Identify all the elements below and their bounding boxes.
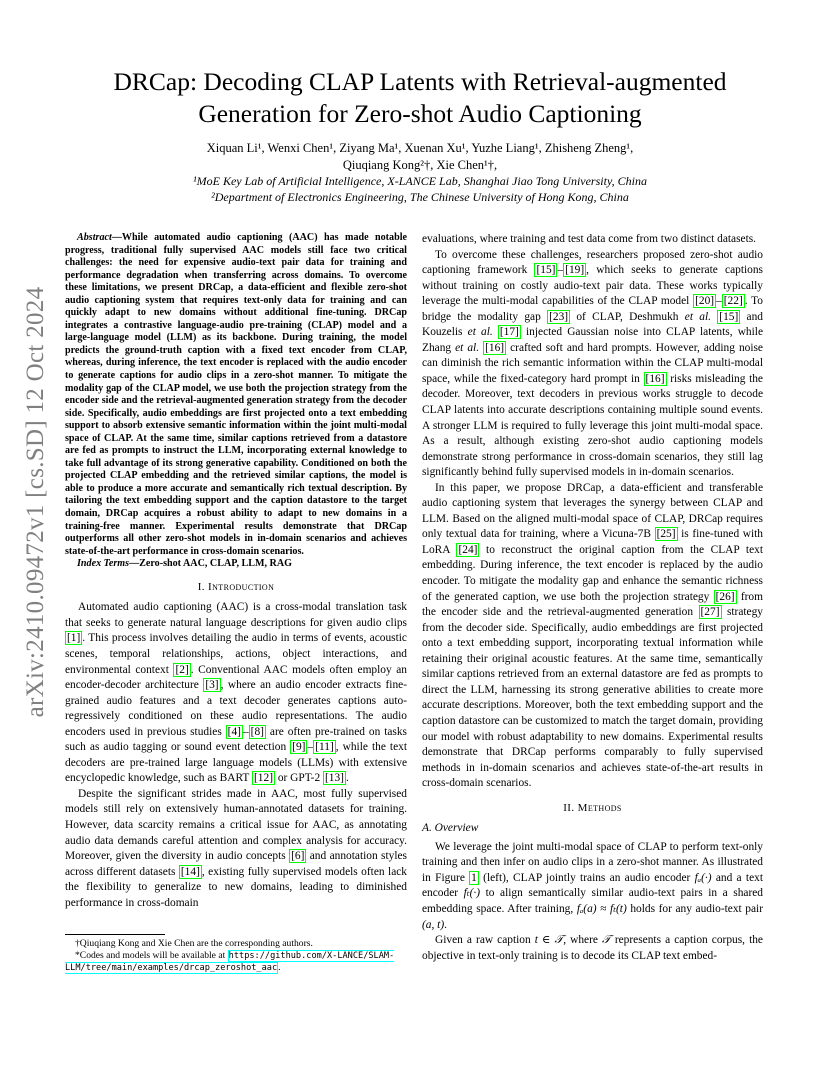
paragraph-text: is fine-tuned with LoRA: [422, 528, 764, 556]
authors-line-2: Qiuqiang Kong²†, Xie Chen¹†,: [342, 158, 498, 172]
inline-emphasis: fₐ(a) ≈ fₜ(t): [576, 902, 627, 915]
paragraph-text: . To bridge the modality gap: [422, 295, 763, 323]
paragraph-text: –: [716, 295, 722, 308]
abstract: [65, 232, 407, 558]
inline-emphasis: t ∈ 𝒯: [534, 934, 564, 947]
paragraph-text: or GPT-2: [275, 772, 323, 785]
paragraph-text: , where an audio encoder extracts fine-grained audio features and a text decoder generates captions auto-regressively conditioned on these audio representations. The audio encoders used in previous studies: [65, 679, 407, 738]
paragraph-text: and a text encoder: [422, 871, 763, 900]
paragraph-text: to reconstruct the original caption from the CLAP text embedding. During inference, the text encoder is replaced by the audio encoder. To mitigate the modality gap and enhance the semantic richness of the generated caption, we use both the projection strategy: [422, 543, 763, 603]
right-column: [422, 232, 763, 964]
paragraph-text: , existing fully supervised models often lack the flexibility to generalize to new domains, leading to diminished performance in cross-domain: [65, 865, 408, 909]
overview-paragraph-1: [422, 840, 763, 933]
citation-link[interactable]: [15]: [719, 310, 739, 323]
paragraph-text: –: [557, 264, 564, 277]
citation-link[interactable]: 1: [471, 871, 477, 884]
paragraph-text: –: [242, 725, 249, 738]
intro-paragraph-2: [65, 787, 407, 911]
abstract-text: —While automated audio captioning (AAC) has made notable progress, traditional fully supervised AAC models still face two critical challenges: the need for expensive audio-text pair data for training and performance degradation when transferring across domains. To overcome these limitations, we present DRCap, a data-efficient and flexible zero-shot audio captioning system that requires text-only data for training and can quickly adapt to new domains without additional fine-tuning. DRCap integrates a contrastive language-audio pre-training (CLAP) model and a large-language model (LLM) as its backbone. During training, the model predicts the ground-truth caption with a fixed text encoder from CLAP, whereas, during inference, the text encoder is replaced with the audio encoder to generate captions for audio clips in a zero-shot manner. To mitigate the modality gap of the CLAP model, we use both the projection strategy from the encoder side and the retrieval-augmented generation strategy from the decoder side. Specifically, audio embeddings are first projected onto a text embedding support to absorb extensive semantic information within the joint multi-modal space of CLAP. At the same time, similar captions retrieved from a datastore are fed as prompts to instruct the LLM, incorporating external knowledge to take full advantage of its strong generative capability. Conditioned on both the projected CLAP embedding and the retrieved similar captions, the model is able to produce a more accurate and semantically rich textual description. By tailoring the text embedding support and the caption datastore to the target domain, DRCap acquires a robust ability to adapt to new domains in a training-free manner. Experimental results demonstrate that DRCap outperforms all other zero-shot models in in-domain scenarios and achieves state-of-the-art performance in cross-domain scenarios.: [65, 232, 407, 557]
section-heading-introduction: I. Introduction: [197, 580, 275, 593]
citation-link[interactable]: [20]: [695, 295, 715, 308]
inline-emphasis: (a, t): [422, 918, 445, 931]
inline-emphasis: et al.: [684, 310, 711, 323]
affiliations: [80, 174, 760, 205]
paragraph-text: and annotation styles across different datasets: [65, 850, 407, 878]
right-paragraph-continued: evaluations, where training and test data come from two distinct datasets.: [422, 233, 757, 245]
intro-paragraph-1: [65, 600, 407, 787]
footnotes: [65, 934, 407, 974]
footnote-code: *Codes and models will be available at https://github.com/X-LANCE/SLAM-LLM/tree/main/examples/drcap_zeroshot_aac.: [65, 950, 395, 973]
citation-link[interactable]: [1]: [67, 632, 81, 645]
paragraph-text: –: [307, 741, 314, 754]
index-terms-lead: Index Terms: [77, 558, 130, 570]
paragraph-text: , while the text decoders are pre-trained large language models (LLMs) with extensive encyclopedic knowledge, such as BART: [65, 741, 407, 785]
index-terms: [65, 558, 407, 571]
author-list: [80, 140, 760, 174]
paragraph-text: and Kouzelis: [422, 310, 763, 339]
paragraph-text: We leverage the joint multi-modal space of CLAP to perform text-only training and then infer on audio clips in a zero-shot manner. As illustrated in Figure: [422, 840, 763, 884]
paragraph-text: holds for any audio-text pair: [626, 902, 764, 915]
citation-link[interactable]: [26]: [715, 590, 735, 603]
paragraph-text: .: [345, 772, 349, 785]
footnote-code-text: *Codes and models will be available at: [75, 950, 228, 961]
inline-emphasis: et al.: [467, 326, 493, 339]
zero-shot-paragraph: [422, 248, 763, 481]
citation-link[interactable]: [13]: [325, 772, 344, 785]
affiliation-1: ¹MoE Key Lab of Artificial Intelligence, X-LANCE Lab, Shanghai Jiao Tong University, China: [193, 174, 647, 188]
paragraph-text: (left), CLAP jointly trains an audio encoder: [478, 871, 695, 884]
citation-link[interactable]: [4]: [227, 725, 241, 738]
paragraph-text: To overcome these challenges, researchers proposed zero-shot audio captioning framework: [422, 248, 763, 277]
citation-link[interactable]: [16]: [645, 372, 665, 385]
affiliation-2: ²Department of Electronics Engineering, The Chinese University of Hong Kong, China: [211, 189, 629, 204]
proposal-paragraph: [422, 481, 763, 792]
citation-link[interactable]: [19]: [565, 264, 585, 277]
inline-emphasis: fₐ(·): [694, 871, 712, 884]
footnote-corresponding: †Qiuqiang Kong and Xie Chen are the corresponding authors.: [75, 938, 313, 949]
paragraph-text: , where: [563, 934, 603, 947]
citation-link[interactable]: [11]: [315, 741, 334, 754]
citation-link[interactable]: [12]: [254, 772, 273, 785]
inline-emphasis: fₜ(·): [463, 887, 481, 900]
section-heading-methods: II. Methods: [563, 801, 622, 814]
paragraph-text: strategy from the decoder side. Specifically, audio embeddings are first projected onto a text embedding support, incorporating textual information while retaining their original acoustic features. At the same time, semantically similar captions retrieved from an external datastore are fed as prompts to direct the LLM, harnessing its strong generative abilities to create more accurate descriptions. Moreover, both the text embedding support and the caption datastore can be customized to match the target domain, providing our model with robust adaptability to new domains. Experimental results demonstrate that DRCap performs comparably to fully supervised methods in in-domain scenarios and achieves state-of-the-art results in cross-domain scenarios.: [422, 606, 763, 790]
paragraph-text: Despite the significant strides made in AAC, most fully supervised models still rely on extensively human-annotated datasets for training. However, data scarcity remains a critical issue for AAC, as annotating audio data demands careful attention and complex analysis for accuracy. Moreover, given the diversity in audio concepts: [65, 787, 407, 863]
citation-link[interactable]: [15]: [536, 264, 556, 277]
citation-link[interactable]: [2]: [175, 663, 189, 676]
citation-link[interactable]: [9]: [292, 741, 306, 754]
paragraph-text: , which seeks to generate captions without training on costly audio-text pair data. These works typically leverage the multi-modal capabilities of the CLAP model: [422, 264, 763, 308]
citation-link[interactable]: [14]: [180, 865, 200, 878]
paragraph-text: . Conventional AAC models often employ an encoder-decoder architecture: [65, 663, 407, 692]
paragraph-text: Automated audio captioning (AAC) is a cross-modal translation task that seeks to generate natural language descriptions for given audio clips: [65, 601, 407, 629]
paragraph-text: are often pre-trained on tasks such as audio tagging or sound event detection: [65, 725, 407, 754]
inline-emphasis: 𝒯: [602, 934, 611, 947]
authors-line-1: Xiquan Li¹, Wenxi Chen¹, Ziyang Ma¹, Xuenan Xu¹, Yuzhe Liang¹, Zhisheng Zheng¹,: [206, 141, 634, 155]
citation-link[interactable]: [8]: [250, 725, 264, 738]
overview-paragraph-2: [422, 933, 763, 964]
subsection-overview: A. Overview: [422, 822, 479, 835]
citation-link[interactable]: [27]: [700, 606, 720, 619]
paragraph-text: .: [444, 918, 448, 931]
footnote-rule: [65, 934, 165, 935]
citation-link[interactable]: [24]: [458, 543, 478, 556]
citation-link[interactable]: [16]: [485, 341, 505, 354]
citation-link[interactable]: [6]: [291, 850, 305, 863]
arxiv-watermark-text: arXiv:2410.09472v1 [cs.SD] 12 Oct 2024: [22, 286, 49, 718]
inline-emphasis: et al.: [455, 341, 480, 354]
paragraph-text: . This process involves detailing the audio in terms of events, acoustic scenes, temporal relationships, actions, object interactions, and environmental context: [65, 632, 407, 676]
paragraph-text: to align semantically similar audio-text pairs in a shared embedding space. After training,: [422, 887, 763, 915]
paragraph-text: In this paper, we propose DRCap, a data-efficient and transferable audio captioning system that leverages the synergy between CLAP and LLM. Based on the aligned multi-modal space of CLAP, DRCap requires only textual data for training, where a Vicuna-7B: [422, 481, 763, 541]
abstract-lead: Abstract: [77, 232, 112, 243]
paragraph-text: crafted soft and hard prompts. However, adding noise can diminish the rich semantic information within the CLAP multi-modal space, while the fixed-category hard prompt in: [422, 341, 763, 385]
paragraph-text: represents a caption corpus, the objective in text-only training is to decode its CLAP text embed-: [422, 934, 763, 962]
citation-link[interactable]: [3]: [205, 679, 219, 692]
left-column: [65, 232, 407, 911]
citation-link[interactable]: [25]: [656, 528, 676, 541]
arxiv-watermark: [16, 232, 56, 772]
paragraph-text: Given a raw caption: [435, 934, 535, 947]
paragraph-text: from the encoder side and the retrieval-augmented generation: [422, 590, 763, 619]
code-link[interactable]: https://github.com/X-LANCE/SLAM-LLM/tree/main/examples/drcap_zeroshot_aac: [65, 951, 395, 973]
paragraph-text: risks misleading the decoder. Moreover, text decoders in previous works struggle to decode CLAP latents into accurate descriptions containing multiple sound events. A stronger LLM is required to fully leverage this joint multi-modal space. As a result, although existing zero-shot audio captioning models demonstrate strong performance in cross-domain scenarios, they still lag significantly behind fully supervised models in in-domain scenarios.: [422, 372, 763, 479]
citation-link[interactable]: [23]: [549, 310, 569, 323]
paragraph-text: injected Gaussian noise into CLAP latents, while Zhang: [422, 326, 764, 354]
index-terms-text: —Zero-shot AAC, CLAP, LLM, RAG: [129, 558, 292, 570]
paragraph-text: of CLAP, Deshmukh: [570, 310, 685, 323]
paper-title: DRCap: Decoding CLAP Latents with Retrieval-augmented Generation for Zero-shot Audio Captioning: [113, 67, 727, 128]
citation-link[interactable]: [17]: [499, 326, 519, 339]
citation-link[interactable]: [22]: [723, 295, 743, 308]
